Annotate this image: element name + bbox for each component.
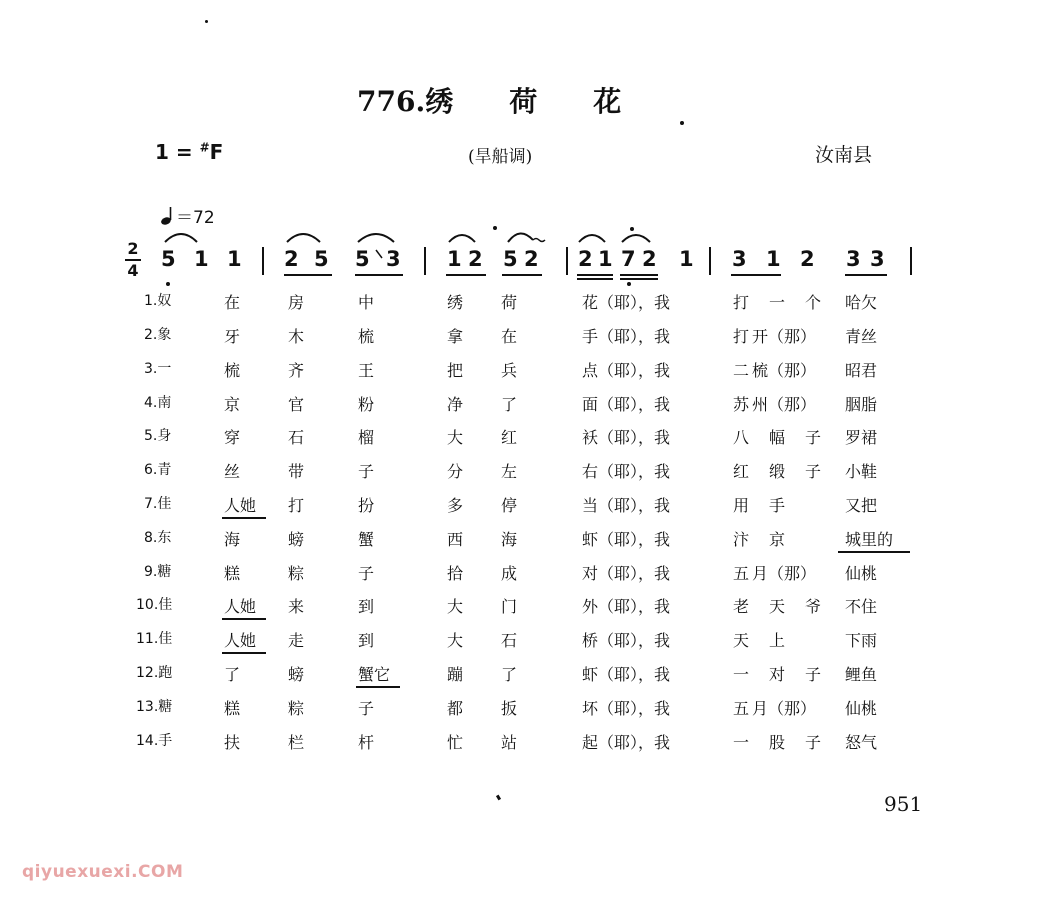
bar-line [566,247,568,275]
lyric-underline [838,551,910,553]
lower-octave-dot [627,282,631,286]
bar-line [910,247,912,275]
note: 5 [314,247,329,271]
note: 3 [732,247,747,271]
lyric-line: 8.东 海 螃 蟹 西 海 虾（耶），我 汴 京 城里的 [144,530,894,549]
note: 2 [468,247,483,271]
ink-speck [496,795,501,801]
beam [577,274,613,276]
lyric-line: 5.身 穿 石 榴 大 红 袄（耶），我 八 幅 子 罗裙 [144,428,878,447]
county-name: 汝南县 [815,144,873,166]
lyric-line: 7.佳 人她 打 扮 多 停 当（耶），我 用 手 又把 [144,496,878,515]
song-title: 776.绣 荷 花 [357,85,622,118]
note: 5 [355,247,370,271]
lower-octave-dot [166,282,170,286]
note: 1 [194,247,209,271]
beam [620,278,658,280]
bar-line [709,247,711,275]
note: 5 [503,247,518,271]
note: 2 [284,247,299,271]
note: 1 [679,247,694,271]
note: 2 [524,247,539,271]
beam [731,274,781,276]
beam [446,274,486,276]
notation-row [0,247,1048,277]
lyric-line: 9.糖 糕 粽 子 拾 成 对（耶），我 五 月（那） 仙桃 [144,564,878,583]
key-signature: 1 = #F [155,140,224,164]
beam [620,274,658,276]
note: 3 [386,247,401,271]
time-signature: 2 4 [125,240,141,280]
note: 3 [846,247,861,271]
lyric-line: 1.奴 在 房 中 绣 荷 花（耶），我 打 一 个 哈欠 [144,293,878,312]
slur-marks [0,0,1048,260]
beam [502,274,542,276]
note: 2 [800,247,815,271]
beam [284,274,332,276]
note: 3 [870,247,885,271]
lyric-line: 6.青 丝 带 子 分 左 右（耶），我 红 缎 子 小鞋 [144,462,878,481]
note: 1 [227,247,242,271]
note: 5 [161,247,176,271]
bar-line [262,247,264,275]
lyric-line: 3.一 梳 齐 王 把 兵 点（耶），我 二 梳（那） 昭君 [144,361,878,380]
note: 2 [642,247,657,271]
lyric-underline [222,618,266,620]
lyric-line: 11.佳 人她 走 到 大 石 桥（耶），我 天 上 下雨 [136,631,878,650]
lyric-line: 4.南 京 官 粉 净 了 面（耶），我 苏 州（那） 胭脂 [144,395,878,414]
note: 7 [621,247,636,271]
lyric-line: 12.跑 了 螃 蟹它 蹦 了 虾（耶），我 一 对 子 鲤鱼 [136,665,878,684]
lyric-line: 14.手 扶 栏 杆 忙 站 起（耶），我 一 股 子 怒气 [136,733,878,752]
note: 1 [598,247,613,271]
watermark: qiyuexuexi.COM [22,862,184,882]
lyric-line: 2.象 牙 木 梳 拿 在 手（耶），我 打 开（那） 青丝 [144,327,878,346]
beam [355,274,403,276]
page-number: 951 [884,792,923,816]
beam [845,274,887,276]
beam [577,278,613,280]
lyric-underline [222,517,266,519]
note: 1 [447,247,462,271]
note: 2 [578,247,593,271]
tune-type: (旱船调) [468,147,533,167]
lyric-line: 10.佳 人她 来 到 大 门 外（耶），我 老 天 爷 不住 [136,597,878,616]
tempo-marking: ＝72 [160,203,215,228]
lyric-underline [222,652,266,654]
lyric-underline [356,686,400,688]
bar-line [424,247,426,275]
note: 1 [766,247,781,271]
lyric-line: 13.糖 糕 粽 子 都 扳 坏（耶），我 五 月（那） 仙桃 [136,699,878,718]
